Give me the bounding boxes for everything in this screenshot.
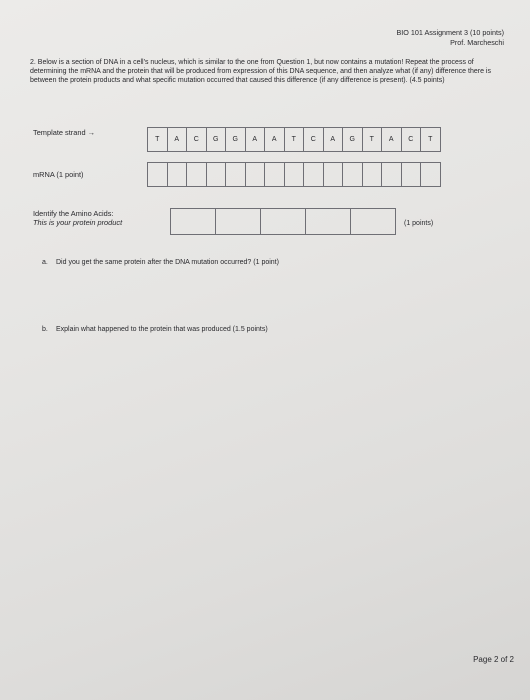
- course-title: BIO 101 Assignment 3 (10 points): [396, 28, 504, 37]
- template-base-cell: T: [420, 127, 441, 152]
- mrna-row: [147, 162, 441, 187]
- template-base-cell: C: [401, 127, 422, 152]
- mrna-cell: [342, 162, 363, 187]
- document-header: [397, 28, 504, 48]
- template-base-cell: A: [167, 127, 188, 152]
- mrna-cell: [420, 162, 441, 187]
- subquestion-b-text: Explain what happened to the protein that was produced (1.5 points): [56, 326, 268, 333]
- amino-acid-label-line2: This is your protein product: [33, 218, 123, 227]
- amino-acid-cell: [170, 208, 216, 235]
- mrna-cell: [245, 162, 266, 187]
- mrna-cell: [264, 162, 285, 187]
- mrna-cell: [401, 162, 422, 187]
- template-base-cell: A: [264, 127, 285, 152]
- amino-acid-cell: [305, 208, 351, 235]
- amino-acid-cell: [215, 208, 261, 235]
- subquestion-b: [42, 325, 268, 334]
- template-base-cell: G: [206, 127, 227, 152]
- mrna-label: mRNA (1 point): [33, 170, 84, 179]
- subquestion-a: [42, 258, 279, 267]
- page-number: Page 2 of 2: [473, 655, 514, 664]
- subquestion-b-letter: b.: [42, 326, 48, 333]
- template-strand-row: [147, 127, 441, 152]
- mrna-cell: [284, 162, 305, 187]
- template-base-cell: T: [147, 127, 168, 152]
- amino-acid-cell: [350, 208, 396, 235]
- template-base-cell: G: [342, 127, 363, 152]
- amino-acid-label: [33, 209, 122, 227]
- template-base-cell: G: [225, 127, 246, 152]
- template-base-cell: C: [303, 127, 324, 152]
- template-strand-label: Template strand →: [33, 128, 96, 137]
- mrna-cell: [303, 162, 324, 187]
- mrna-cell: [381, 162, 402, 187]
- mrna-cell: [362, 162, 383, 187]
- mrna-cell: [206, 162, 227, 187]
- amino-acid-label-line1: Identify the Amino Acids:: [33, 209, 114, 218]
- amino-acid-points: (1 points): [404, 220, 434, 227]
- template-base-cell: T: [284, 127, 305, 152]
- amino-acid-row: [170, 208, 396, 235]
- professor-name: Prof. Marcheschi: [450, 38, 504, 47]
- subquestion-a-text: Did you get the same protein after the DNA mutation occurred? (1 point): [56, 259, 279, 266]
- template-base-cell: A: [381, 127, 402, 152]
- template-base-cell: C: [186, 127, 207, 152]
- mrna-cell: [323, 162, 344, 187]
- template-base-cell: A: [245, 127, 266, 152]
- question-text: 2. Below is a section of DNA in a cell's nucleus, which is similar to the one from Question 1, but now contains a mutation! Repeat the process of determining the mRNA and the protein that will be produced from expression of this DNA sequence, and then analyze what (if any) difference there is between the protein products and what specific mutation occurred that caused this difference (if any difference is present). (4.5 points): [30, 59, 491, 85]
- mrna-cell: [186, 162, 207, 187]
- template-base-cell: T: [362, 127, 383, 152]
- mrna-cell: [225, 162, 246, 187]
- mrna-cell: [167, 162, 188, 187]
- subquestion-a-letter: a.: [42, 259, 48, 266]
- amino-acid-cell: [260, 208, 306, 235]
- template-base-cell: A: [323, 127, 344, 152]
- mrna-cell: [147, 162, 168, 187]
